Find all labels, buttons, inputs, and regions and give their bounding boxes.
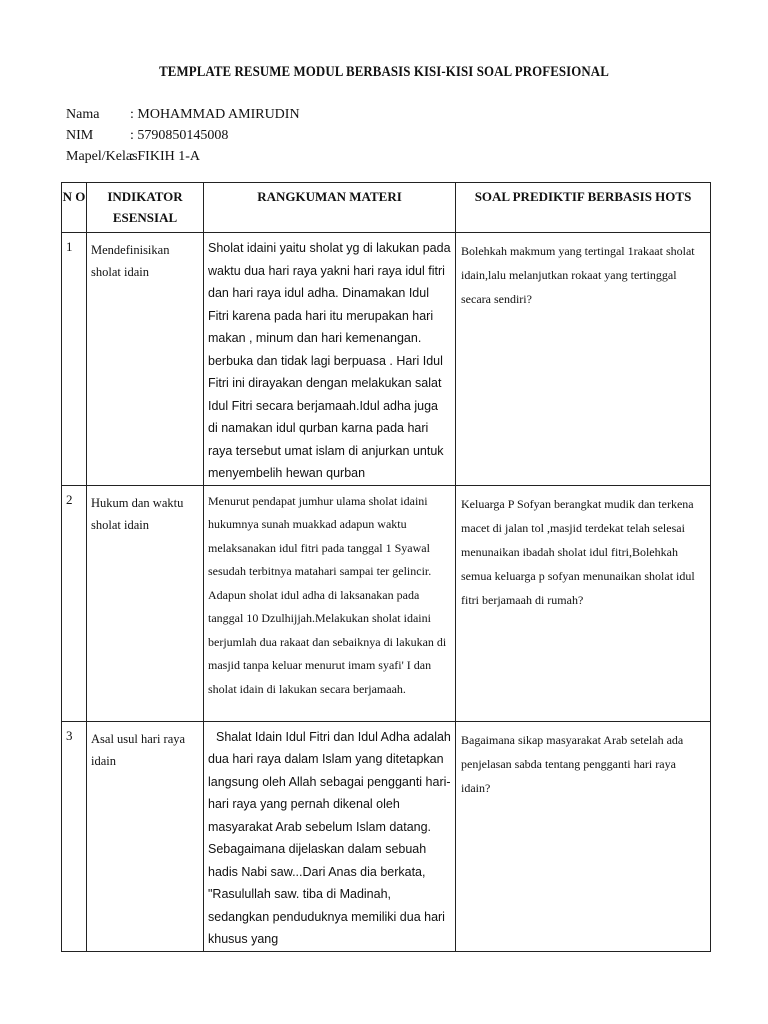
meta-value-mapel: : FIKIH 1-A xyxy=(130,149,200,164)
table-header-row xyxy=(62,183,711,233)
row-indikator: Asal usul hari raya idain xyxy=(87,721,204,951)
header-no: N O xyxy=(62,183,87,233)
row-number: 1 xyxy=(62,233,87,486)
meta-label-nama: Nama xyxy=(66,107,100,122)
header-rangkuman: RANGKUMAN MATERI xyxy=(204,183,456,233)
meta-value-nim: : 5790850145008 xyxy=(130,128,229,143)
student-info xyxy=(66,104,300,167)
meta-value-nama: : MOHAMMAD AMIRUDIN xyxy=(130,107,300,122)
row-soal: Keluarga P Sofyan berangkat mudik dan terkena macet di jalan tol ,masjid terdekat telah selesai menunaikan ibadah sholat idul fitri,Bolehkah semua keluarga p sofyan menunaikan sholat idul fitri berjamaah di rumah? xyxy=(456,485,711,721)
meta-row-nama xyxy=(66,104,300,125)
row-rangkuman: Sholat idaini yaitu sholat yg di lakukan pada waktu dua hari raya yakni hari raya idul fitri dan hari raya idul adha. Dinamakan Idul Fitri karena pada hari itu merupakan hari makan , minum dan hari kemenangan. berbuka dan tidak lagi berpuasa . Hari Idul Fitri ini dirayakan dengan melakukan salat Idul Fitri secara berjamaah.Idul adha juga di namakan idul qurban karna pada hari raya tersebut umat islam di anjurkan untuk menyembelih hewan qurban xyxy=(204,233,456,486)
row-indikator: Hukum dan waktu sholat idain xyxy=(87,485,204,721)
page-title: TEMPLATE RESUME MODUL BERBASIS KISI-KISI SOAL PROFESIONAL xyxy=(159,64,609,80)
row-rangkuman: Menurut pendapat jumhur ulama sholat idaini hukumnya sunah muakkad adapun waktu melaksanakan idul fitri pada tanggal 1 Syawal sesudah terbitnya matahari sampai ter gelincir. Adapun sholat idul adha di laksanakan pada tanggal 10 Dzulhijjah.Melakukan sholat idaini berjumlah dua rakaat dan sebaiknya di lakukan di masjid tanpa keluar menurut imam syafi' I dan sholat idain di lakukan secara berjamaah. xyxy=(204,485,456,721)
table-row xyxy=(62,721,711,951)
resume-table xyxy=(61,182,711,952)
row-indikator: Mendefinisikan sholat idain xyxy=(87,233,204,486)
row-number: 3 xyxy=(62,721,87,951)
table-row xyxy=(62,233,711,486)
table-row xyxy=(62,485,711,721)
row-number: 2 xyxy=(62,485,87,721)
meta-label-nim: NIM xyxy=(66,128,94,143)
meta-row-nim xyxy=(66,125,300,146)
row-rangkuman: Shalat Idain Idul Fitri dan Idul Adha adalah dua hari raya dalam Islam yang ditetapkan langsung oleh Allah sebagai pengganti hari-hari raya yang pernah dikenal oleh masyarakat Arab sebelum Islam datang. Sebagaimana dijelaskan dalam sebuah hadis Nabi saw...Dari Anas dia berkata, "Rasulullah saw. tiba di Madinah, sedangkan penduduknya memiliki dua hari khusus yang xyxy=(204,721,456,951)
row-soal: Bagaimana sikap masyarakat Arab setelah ada penjelasan sabda tentang pengganti hari raya idain? xyxy=(456,721,711,951)
meta-row-mapel xyxy=(66,146,300,167)
header-soal: SOAL PREDIKTIF BERBASIS HOTS xyxy=(456,183,711,233)
row-soal: Bolehkah makmum yang tertingal 1rakaat sholat idain,lalu melanjutkan rokaat yang tertinggal secara sendiri? xyxy=(456,233,711,486)
meta-label-mapel: Mapel/Kelas xyxy=(66,149,138,164)
header-indikator: INDIKATOR ESENSIAL xyxy=(87,183,204,233)
